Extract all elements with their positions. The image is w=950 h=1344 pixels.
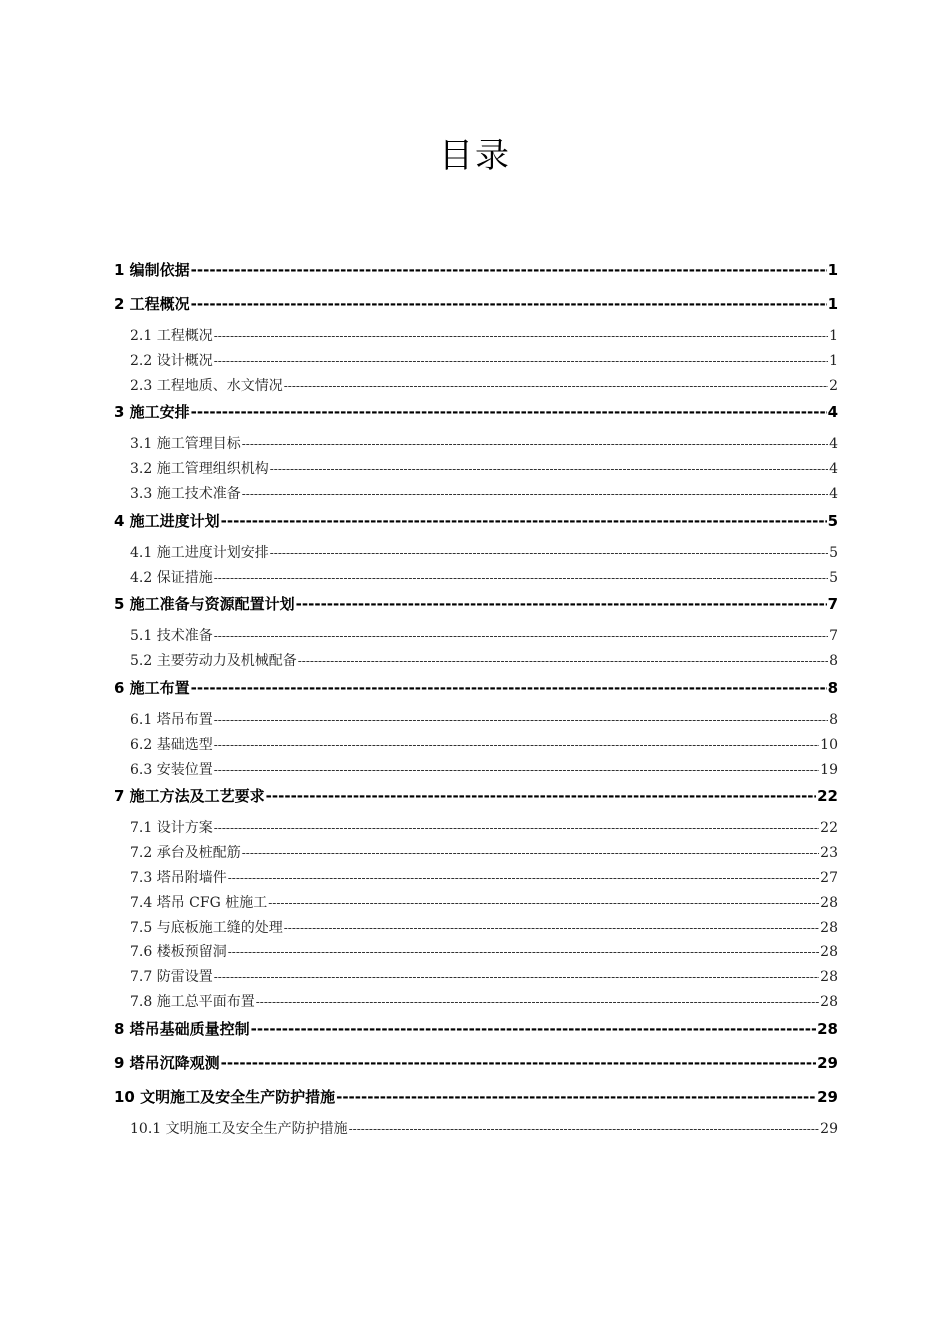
toc-section-entry[interactable] <box>114 916 838 941</box>
toc-entry-label: 2 工程概况 <box>114 295 190 313</box>
toc-chapter-entry[interactable] <box>114 782 838 816</box>
toc-entry-label: 2.3 工程地质、水文情况 <box>130 377 283 394</box>
toc-section-entry[interactable] <box>114 482 838 507</box>
toc-leader-dashes <box>214 965 819 990</box>
toc-page-number: 10 <box>820 736 838 753</box>
toc-leader-dashes <box>221 1049 816 1077</box>
toc-leader-dashes <box>242 432 828 457</box>
toc-chapter-entry[interactable] <box>114 1083 838 1117</box>
toc-page-number: 22 <box>817 787 838 806</box>
toc-entry-label: 9 塔吊沉降观测 <box>114 1053 220 1072</box>
toc-page-number: 23 <box>820 845 838 862</box>
toc-page-number: 1 <box>827 295 838 313</box>
toc-entry-label: 8 塔吊基础质量控制 <box>114 1019 250 1038</box>
toc-section-entry[interactable] <box>114 541 838 566</box>
toc-chapter-entry[interactable] <box>114 1015 838 1049</box>
toc-chapter-entry[interactable] <box>114 256 838 290</box>
toc-entry-label: 4.2 保证措施 <box>130 569 213 586</box>
toc-page-number: 8 <box>829 653 838 670</box>
toc-entry-label: 6.1 塔吊布置 <box>130 711 213 728</box>
toc-entry-label: 10 文明施工及安全生产防护措施 <box>114 1087 336 1106</box>
toc-leader-dashes <box>214 324 828 349</box>
toc-leader-dashes <box>228 866 819 891</box>
toc-entry-label: 7.6 楼板预留洞 <box>130 944 227 961</box>
page-title: 目录 <box>439 136 511 176</box>
toc-entry-label: 2.2 设计概况 <box>130 352 213 369</box>
toc-section-entry[interactable] <box>114 816 838 841</box>
toc-section-entry[interactable] <box>114 708 838 733</box>
toc-leader-dashes <box>242 841 819 866</box>
toc-page-number: 29 <box>820 1120 838 1137</box>
toc-page-number: 28 <box>820 969 838 986</box>
toc-section-entry[interactable] <box>114 866 838 891</box>
toc-page-number: 29 <box>817 1087 838 1106</box>
toc-page-number: 28 <box>820 894 838 911</box>
toc-page-number: 5 <box>829 569 838 586</box>
toc-page-number: 28 <box>820 944 838 961</box>
toc-page-number: 28 <box>820 993 838 1010</box>
toc-chapter-entry[interactable] <box>114 507 838 541</box>
toc-section-entry[interactable] <box>114 990 838 1015</box>
toc-leader-dashes <box>214 758 819 783</box>
toc-section-entry[interactable] <box>114 566 838 591</box>
toc-entry-label: 7.1 设计方案 <box>130 820 213 837</box>
toc-section-entry[interactable] <box>114 349 838 374</box>
toc-entry-label: 3.2 施工管理组织机构 <box>130 461 269 478</box>
toc-page-number: 22 <box>820 820 838 837</box>
toc-leader-dashes <box>214 733 819 758</box>
toc-section-entry[interactable] <box>114 624 838 649</box>
toc-leader-dashes <box>191 290 827 318</box>
toc-page-number: 28 <box>817 1019 838 1038</box>
toc-page-number: 4 <box>827 403 838 422</box>
toc-page-number: 1 <box>829 352 838 369</box>
toc-section-entry[interactable] <box>114 432 838 457</box>
toc-section-entry[interactable] <box>114 733 838 758</box>
toc-section-entry[interactable] <box>114 324 838 349</box>
toc-entry-label: 7.3 塔吊附墙件 <box>130 869 227 886</box>
toc-page-number: 7 <box>829 628 838 645</box>
toc-page-number: 4 <box>829 436 838 453</box>
toc-entry-label: 4 施工进度计划 <box>114 511 220 530</box>
toc-page-number: 2 <box>829 377 838 394</box>
toc-chapter-entry[interactable] <box>114 674 838 708</box>
toc-entry-label: 5.1 技术准备 <box>130 628 213 645</box>
toc-entry-label: 7.5 与底板施工缝的处理 <box>130 919 283 936</box>
toc-section-entry[interactable] <box>114 374 838 399</box>
toc-leader-dashes <box>270 541 828 566</box>
toc-page-number: 4 <box>829 461 838 478</box>
toc-section-entry[interactable] <box>114 1117 838 1142</box>
toc-chapter-entry[interactable] <box>114 590 838 624</box>
toc-leader-dashes <box>349 1117 820 1142</box>
toc-page-number: 5 <box>827 511 838 530</box>
toc-section-entry[interactable] <box>114 891 838 916</box>
toc-entry-label: 6.2 基础选型 <box>130 736 213 753</box>
toc-leader-dashes <box>296 590 827 618</box>
toc-leader-dashes <box>191 398 827 426</box>
toc-entry-label: 5.2 主要劳动力及机械配备 <box>130 653 297 670</box>
toc-chapter-entry[interactable] <box>114 1049 838 1083</box>
toc-page-number: 29 <box>817 1053 838 1072</box>
toc-leader-dashes <box>270 457 828 482</box>
toc-page-number: 19 <box>820 761 838 778</box>
toc-leader-dashes <box>266 782 816 810</box>
toc-leader-dashes <box>214 566 828 591</box>
toc-leader-dashes <box>268 891 819 916</box>
toc-leader-dashes <box>221 507 827 535</box>
toc-leader-dashes <box>214 708 828 733</box>
toc-leader-dashes <box>284 916 819 941</box>
toc-entry-label: 4.1 施工进度计划安排 <box>130 544 269 561</box>
toc-entry-label: 10.1 文明施工及安全生产防护措施 <box>130 1120 348 1137</box>
toc-entry-label: 3 施工安排 <box>114 403 190 422</box>
toc-page-number: 1 <box>827 261 838 279</box>
toc-leader-dashes <box>251 1015 816 1043</box>
toc-leader-dashes <box>256 990 819 1015</box>
toc-page-number: 5 <box>829 544 838 561</box>
toc-section-entry[interactable] <box>114 841 838 866</box>
toc-section-entry[interactable] <box>114 940 838 965</box>
toc-chapter-entry[interactable] <box>114 398 838 432</box>
toc-leader-dashes <box>336 1083 816 1111</box>
toc-chapter-entry[interactable] <box>114 290 838 324</box>
toc-entry-label: 2.1 工程概况 <box>130 328 213 344</box>
toc-leader-dashes <box>214 624 828 649</box>
toc-entry-label: 3.1 施工管理目标 <box>130 436 241 453</box>
toc-page-number: 4 <box>829 485 838 502</box>
toc-entry-label: 6.3 安装位置 <box>130 761 213 778</box>
toc-entry-label: 1 编制依据 <box>114 261 190 279</box>
toc-entry-label: 7 施工方法及工艺要求 <box>114 787 265 806</box>
toc-page-number: 8 <box>827 678 838 697</box>
toc-page-number: 27 <box>820 869 838 886</box>
toc-entry-label: 7.2 承台及桩配筋 <box>130 845 241 862</box>
toc-leader-dashes <box>298 649 828 674</box>
toc-section-entry[interactable] <box>114 965 838 990</box>
toc-section-entry[interactable] <box>114 758 838 783</box>
toc-leader-dashes <box>214 349 828 374</box>
toc-leader-dashes <box>191 256 827 284</box>
toc-entry-label: 7.8 施工总平面布置 <box>130 993 255 1010</box>
toc-entry-label: 3.3 施工技术准备 <box>130 485 241 502</box>
toc-entry-label: 6 施工布置 <box>114 678 190 697</box>
toc-page-number: 1 <box>829 328 838 344</box>
table-of-contents <box>114 256 838 1142</box>
toc-section-entry[interactable] <box>114 457 838 482</box>
toc-leader-dashes <box>242 482 828 507</box>
toc-leader-dashes <box>191 674 827 702</box>
toc-entry-label: 5 施工准备与资源配置计划 <box>114 595 295 614</box>
toc-page-number: 28 <box>820 919 838 936</box>
toc-entry-label: 7.7 防雷设置 <box>130 969 213 986</box>
toc-page-number: 7 <box>827 595 838 614</box>
toc-leader-dashes <box>228 940 819 965</box>
toc-section-entry[interactable] <box>114 649 838 674</box>
toc-leader-dashes <box>284 374 828 399</box>
toc-leader-dashes <box>214 816 819 841</box>
toc-entry-label: 7.4 塔吊 CFG 桩施工 <box>130 894 268 911</box>
toc-page-number: 8 <box>829 711 838 728</box>
